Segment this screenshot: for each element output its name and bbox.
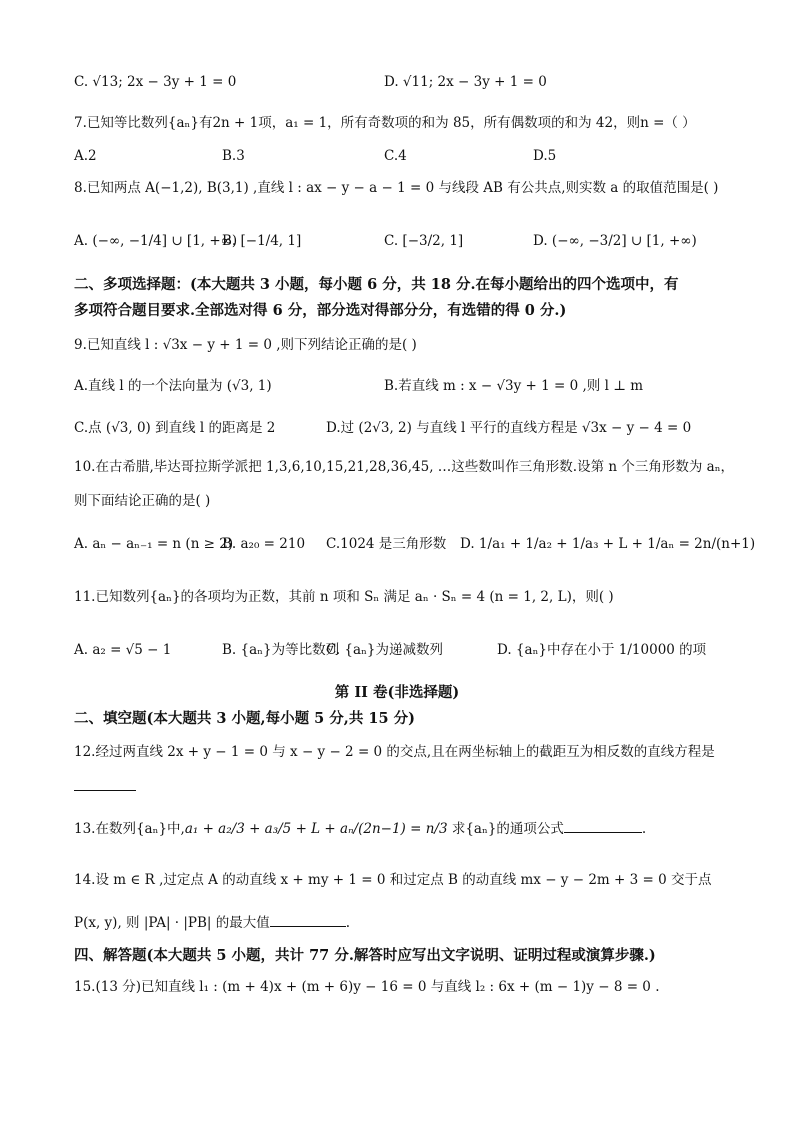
- q9-option-c: C.点 (√3, 0) 到直线 l 的距离是 2: [74, 420, 276, 436]
- q14-stem: 14.设 m ∈ R ,过定点 A 的动直线 x + my + 1 = 0 和过定点 B 的动直线 mx − y − 2m + 3 = 0 交于点: [74, 872, 712, 888]
- q9-stem: 9.已知直线 l : √3x − y + 1 = 0 ,则下列结论正确的是( ): [74, 337, 417, 353]
- q10-stem-cont: 则下面结论正确的是( ): [74, 493, 211, 509]
- section3-heading: 二、填空题(本大题共 3 小题,每小题 5 分,共 15 分): [74, 710, 415, 727]
- section2-heading-cont: 多项符合题目要求.全部选对得 6 分，部分选对得部分分，有选错的得 0 分.): [74, 302, 567, 319]
- q11-option-b: B. {aₙ}为等比数列: [222, 642, 340, 658]
- q11-stem: 11.已知数列{aₙ}的各项均为正数，其前 n 项和 Sₙ 满足 aₙ · Sₙ = 4 (n = 1, 2, L)，则( ): [74, 589, 614, 605]
- q9-option-d: D.过 (2√3, 2) 与直线 l 平行的直线方程是 √3x − y − 4 = 0: [326, 420, 692, 436]
- q13-formula: a₁ + a₂/3 + a₃/5 + L + aₙ/(2n−1) = n/3: [184, 821, 448, 837]
- part2-title: 第 II 卷(非选择题): [334, 684, 460, 701]
- q11-option-c: C. {aₙ}为递减数列: [326, 642, 443, 658]
- q9-option-a: A.直线 l 的一个法向量为 (√3, 1): [74, 378, 272, 394]
- q7-option-d: D.5: [533, 148, 557, 164]
- q8-option-d: D. (−∞, −3/2] ∪ [1, +∞): [533, 233, 697, 249]
- q9-option-b: B.若直线 m : x − √3y + 1 = 0 ,则 l ⊥ m: [384, 378, 643, 394]
- q15-stem: 15.(13 分)已知直线 l₁ : (m + 4)x + (m + 6)y − 16 = 0 与直线 l₂ : 6x + (m − 1)y − 8 = 0 .: [74, 979, 660, 995]
- q14-end-mark: .: [345, 915, 351, 931]
- q8-option-b: B. [−1/4, 1]: [222, 233, 302, 249]
- q14-line2: [74, 912, 350, 933]
- q13-end-mark: .: [641, 821, 647, 837]
- q10-stem: 10.在古希腊,毕达哥拉斯学派把 1,3,6,10,15,21,28,36,45, …这些数叫作三角形数.设第 n 个三角形数为 aₙ，: [74, 459, 735, 475]
- q14-answer-blank: [270, 912, 346, 927]
- q11-option-d: D. {aₙ}中存在小于 1/10000 的项: [497, 642, 707, 658]
- section4-heading: 四、解答题(本大题共 5 小题，共计 77 分.解答时应写出文字说明、证明过程或演算步骤.): [74, 947, 656, 964]
- q11-option-a: A. a₂ = √5 − 1: [74, 642, 172, 658]
- q13-stem-end: 求{aₙ}的通项公式: [451, 821, 564, 837]
- q8-option-a: A. (−∞, −1/4] ∪ [1, +∞): [74, 233, 238, 249]
- q10-option-d: D. 1/a₁ + 1/a₂ + 1/a₃ + L + 1/aₙ = 2n/(n+1): [460, 536, 756, 552]
- q7-option-c: C.4: [384, 148, 407, 164]
- q8-stem: 8.已知两点 A(−1,2), B(3,1) ,直线 l : ax − y − a − 1 = 0 与线段 AB 有公共点,则实数 a 的取值范围是( ): [74, 180, 719, 196]
- q8-option-c: C. [−3/2, 1]: [384, 233, 464, 249]
- section2-heading: 二、多项选择题：(本大题共 3 小题，每小题 6 分，共 18 分.在每小题给出的四个选项中，有: [74, 276, 679, 293]
- q12-answer-line: [74, 776, 136, 797]
- q6-option-c: C. √13; 2x − 3y + 1 = 0: [74, 74, 237, 90]
- q6-option-d: D. √11; 2x − 3y + 1 = 0: [384, 74, 547, 90]
- q14-stem-cont: P(x, y), 则 |PA| · |PB| 的最大值: [74, 915, 270, 931]
- q7-option-b: B.3: [222, 148, 245, 164]
- q12-stem: 12.经过两直线 2x + y − 1 = 0 与 x − y − 2 = 0 的交点,且在两坐标轴上的截距互为相反数的直线方程是: [74, 744, 715, 760]
- q13-answer-blank: [564, 818, 642, 833]
- q10-option-a: A. aₙ − aₙ₋₁ = n (n ≥ 2): [74, 536, 234, 552]
- q10-option-b: B. a₂₀ = 210: [222, 536, 306, 552]
- q10-option-c: C.1024 是三角形数: [326, 536, 447, 552]
- q13-stem-start: 13.在数列{aₙ}中,: [74, 821, 185, 837]
- q7-option-a: A.2: [74, 148, 97, 164]
- q7-stem: 7.已知等比数列{aₙ}有2n + 1项，a₁ = 1，所有奇数项的和为 85，所有偶数项的和为 42，则n =（ ）: [74, 115, 696, 131]
- q13-line: [74, 818, 646, 839]
